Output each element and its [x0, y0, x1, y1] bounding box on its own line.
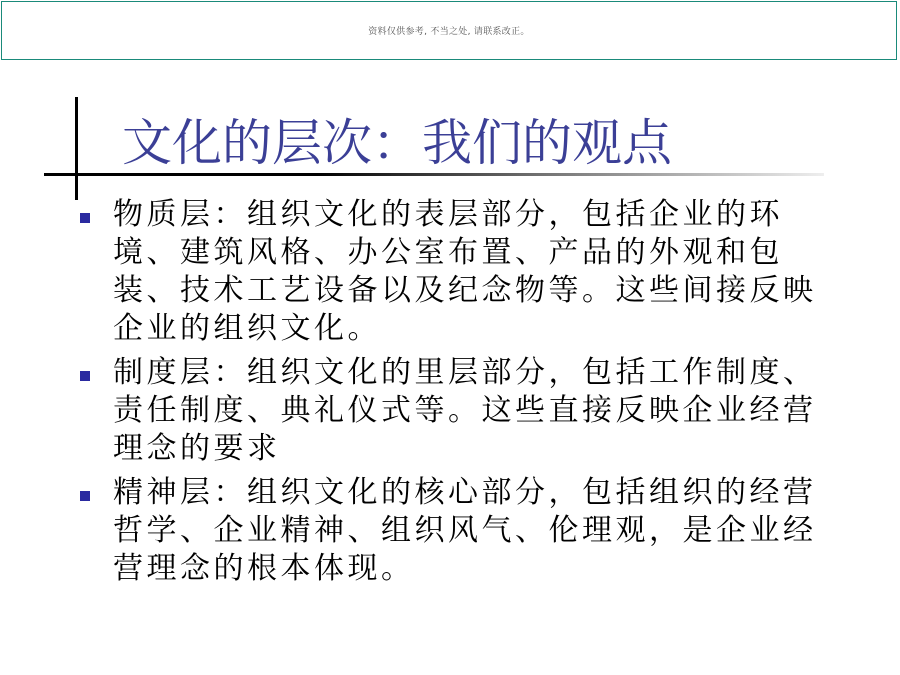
bullet-text: 精神层：组织文化的核心部分，包括组织的经营哲学、企业精神、组织风气、伦理观，是企业经营理念的根本体现。: [113, 475, 817, 586]
notice-text: 资料仅供参考, 不当之处, 请联系改正。: [368, 27, 530, 37]
bullet-item-material-layer: [80, 196, 820, 348]
notice-banner: [1, 1, 897, 60]
bullet-item-spirit-layer: [80, 474, 820, 588]
square-bullet-icon: [80, 491, 90, 501]
bullet-text: 制度层：组织文化的里层部分，包括工作制度、责任制度、典礼仪式等。这些直接反映企业经营理念的要求: [113, 355, 817, 466]
bullet-item-institution-layer: [80, 354, 820, 468]
bullet-text: 物质层：组织文化的表层部分，包括企业的环境、建筑风格、办公室布置、产品的外观和包装、技术工艺设备以及纪念物等。这些间接反映企业的组织文化。: [113, 197, 817, 346]
square-bullet-icon: [80, 213, 90, 223]
title-vertical-rule: [75, 97, 78, 200]
bullet-list: [80, 196, 820, 594]
square-bullet-icon: [80, 371, 90, 381]
slide-title: 文化的层次：我们的观点: [122, 114, 672, 172]
